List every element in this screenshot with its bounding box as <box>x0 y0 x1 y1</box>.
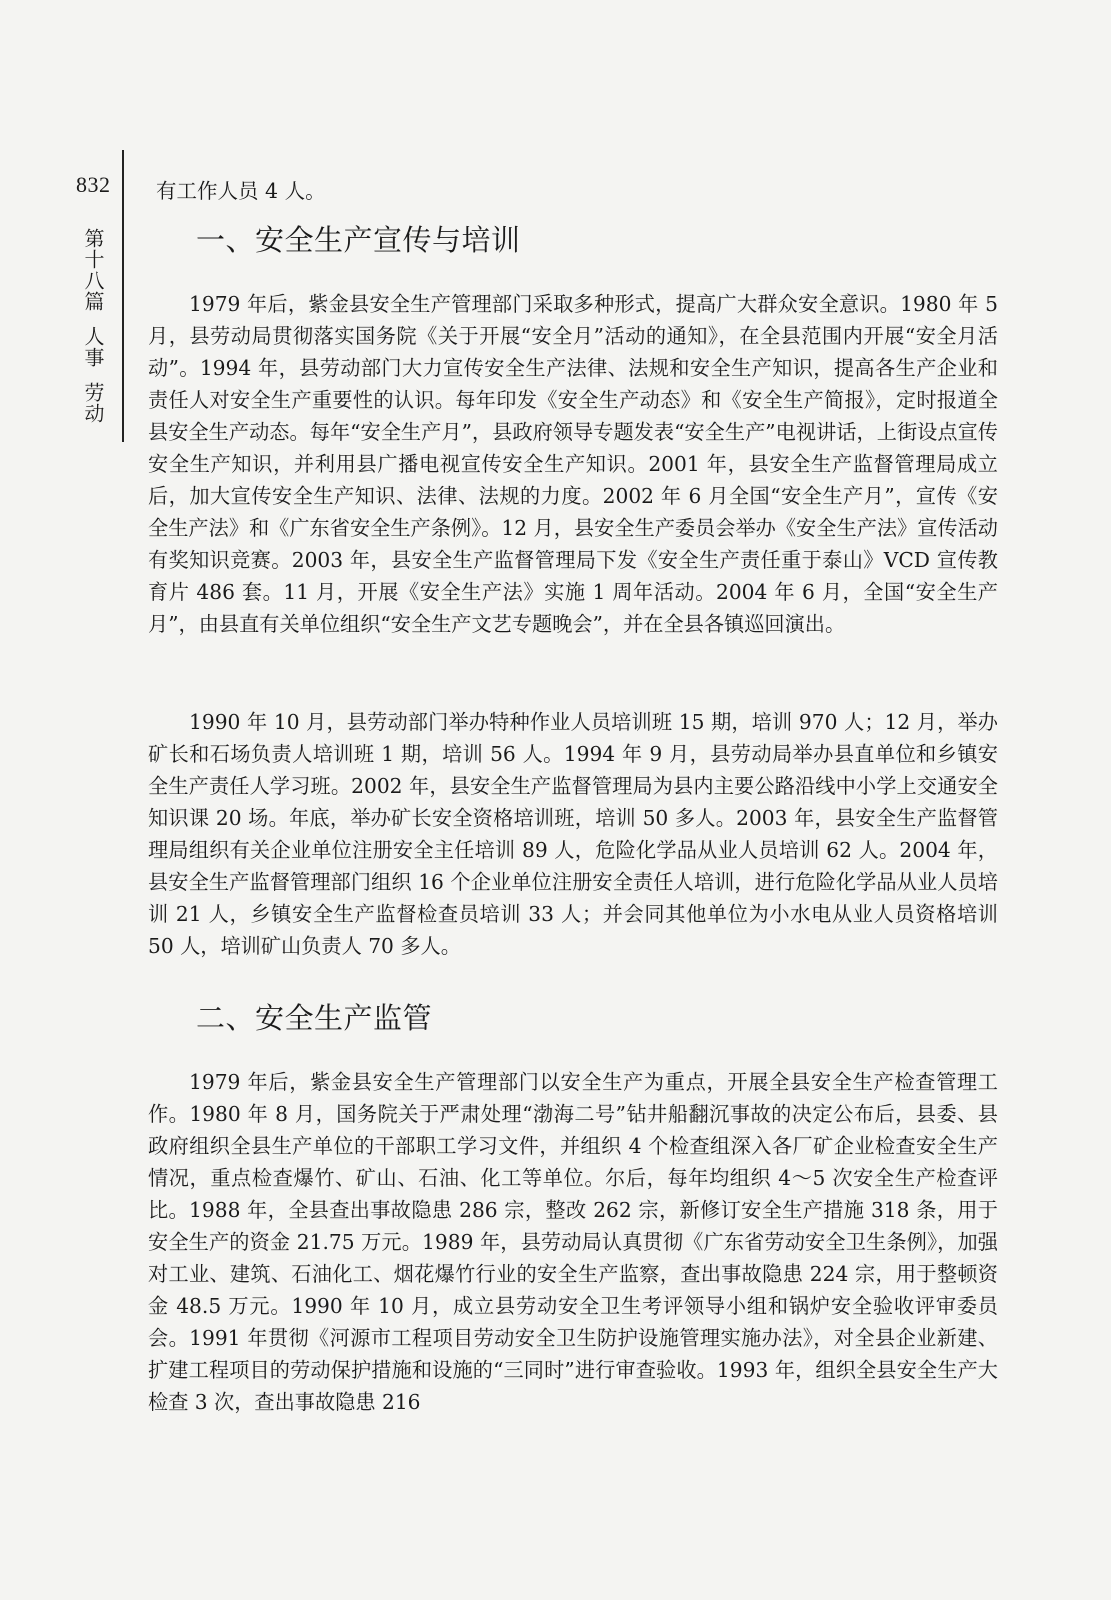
section-1-paragraph-2: 1990 年 10 月，县劳动部门举办特种作业人员培训班 15 期，培训 970 人；12 月，举办矿长和石场负责人培训班 1 期，培训 56 人。1994 年 9 月，县劳动局举办县直单位和乡镇安全生产责任人学习班。2002 年，县安全生产监督管理局为县内主要公路沿线中小学上交通安全知识课 20 场。年底，举办矿长安全资格培训班，培训 50 多人。2003 年，县安全生产监督管理局组织有关企业单位注册安全主任培训 89 人，危险化学品从业人员培训 62 人。2004 年，县安全生产监督管理部门组织 16 个企业单位注册安全责任人培训，进行危险化学品从业人员培训 21 人，乡镇安全生产监督检查员培训 33 人；并会同其他单位为小水电从业人员资格培训 50 人，培训矿山负责人 70 多人。 <box>148 710 998 958</box>
running-head-part: 第十八篇 <box>81 228 105 312</box>
margin-rule <box>122 150 124 442</box>
running-head <box>82 228 104 424</box>
section-title-2: 二、安全生产监管 <box>196 1001 433 1035</box>
opening-line: 有工作人员 4 人。 <box>156 178 326 203</box>
section-2-paragraph-1: 1979 年后，紫金县安全生产管理部门以安全生产为重点，开展全县安全生产检查管理工作。1980 年 8 月，国务院关于严肃处理“渤海二号”钻井船翻沉事故的决定公布后，县委、县政府组织全县生产单位的干部职工学习文件，并组织 4 个检查组深入各厂矿企业检查安全生产情况，重点检查爆竹、矿山、石油、化工等单位。尔后，每年均组织 4～5 次安全生产检查评比。1988 年，全县查出事故隐患 286 宗，整改 262 宗，新修订安全生产措施 318 条，用于安全生产的资金 21.75 万元。1989 年，县劳动局认真贯彻《广东省劳动安全卫生条例》，加强对工业、建筑、石油化工、烟花爆竹行业的安全生产监察，查出事故隐患 224 宗，用于整顿资金 48.5 万元。1990 年 10 月，成立县劳动安全卫生考评领导小组和锅炉安全验收评审委员会。1991 年贯彻《河源市工程项目劳动安全卫生防护设施管理实施办法》，对全县企业新建、扩建工程项目的劳动保护措施和设施的“三同时”进行审查验收。1993 年，组织全县安全生产大检查 3 次，查出事故隐患 216 <box>148 1070 998 1414</box>
running-head-topic-1: 人事 <box>81 326 105 368</box>
running-head-topic-2: 劳动 <box>81 382 105 424</box>
section-1-paragraph-1: 1979 年后，紫金县安全生产管理部门采取多种形式，提高广大群众安全意识。1980 年 5 月，县劳动局贯彻落实国务院《关于开展“安全月”活动的通知》，在全县范围内开展“安全月活动”。1994 年，县劳动部门大力宣传安全生产法律、法规和安全生产知识，提高各生产企业和责任人对安全生产重要性的认识。每年印发《安全生产动态》和《安全生产简报》，定时报道全县安全生产动态。每年“安全生产月”，县政府领导专题发表“安全生产”电视讲话，上街设点宣传安全生产知识，并利用县广播电视宣传安全生产知识。2001 年，县安全生产监督管理局成立后，加大宣传安全生产知识、法律、法规的力度。2002 年 6 月全国“安全生产月”，宣传《安全生产法》和《广东省安全生产条例》。12 月，县安全生产委员会举办《安全生产法》宣传活动有奖知识竞赛。2003 年，县安全生产监督管理局下发《安全生产责任重于泰山》VCD 宣传教育片 486 套。11 月，开展《安全生产法》实施 1 周年活动。2004 年 6 月，全国“安全生产月”，由县直有关单位组织“安全生产文艺专题晚会”，并在全县各镇巡回演出。 <box>148 292 998 636</box>
section-title-1: 一、安全生产宣传与培训 <box>196 223 521 257</box>
page-number: 832 <box>76 172 111 197</box>
